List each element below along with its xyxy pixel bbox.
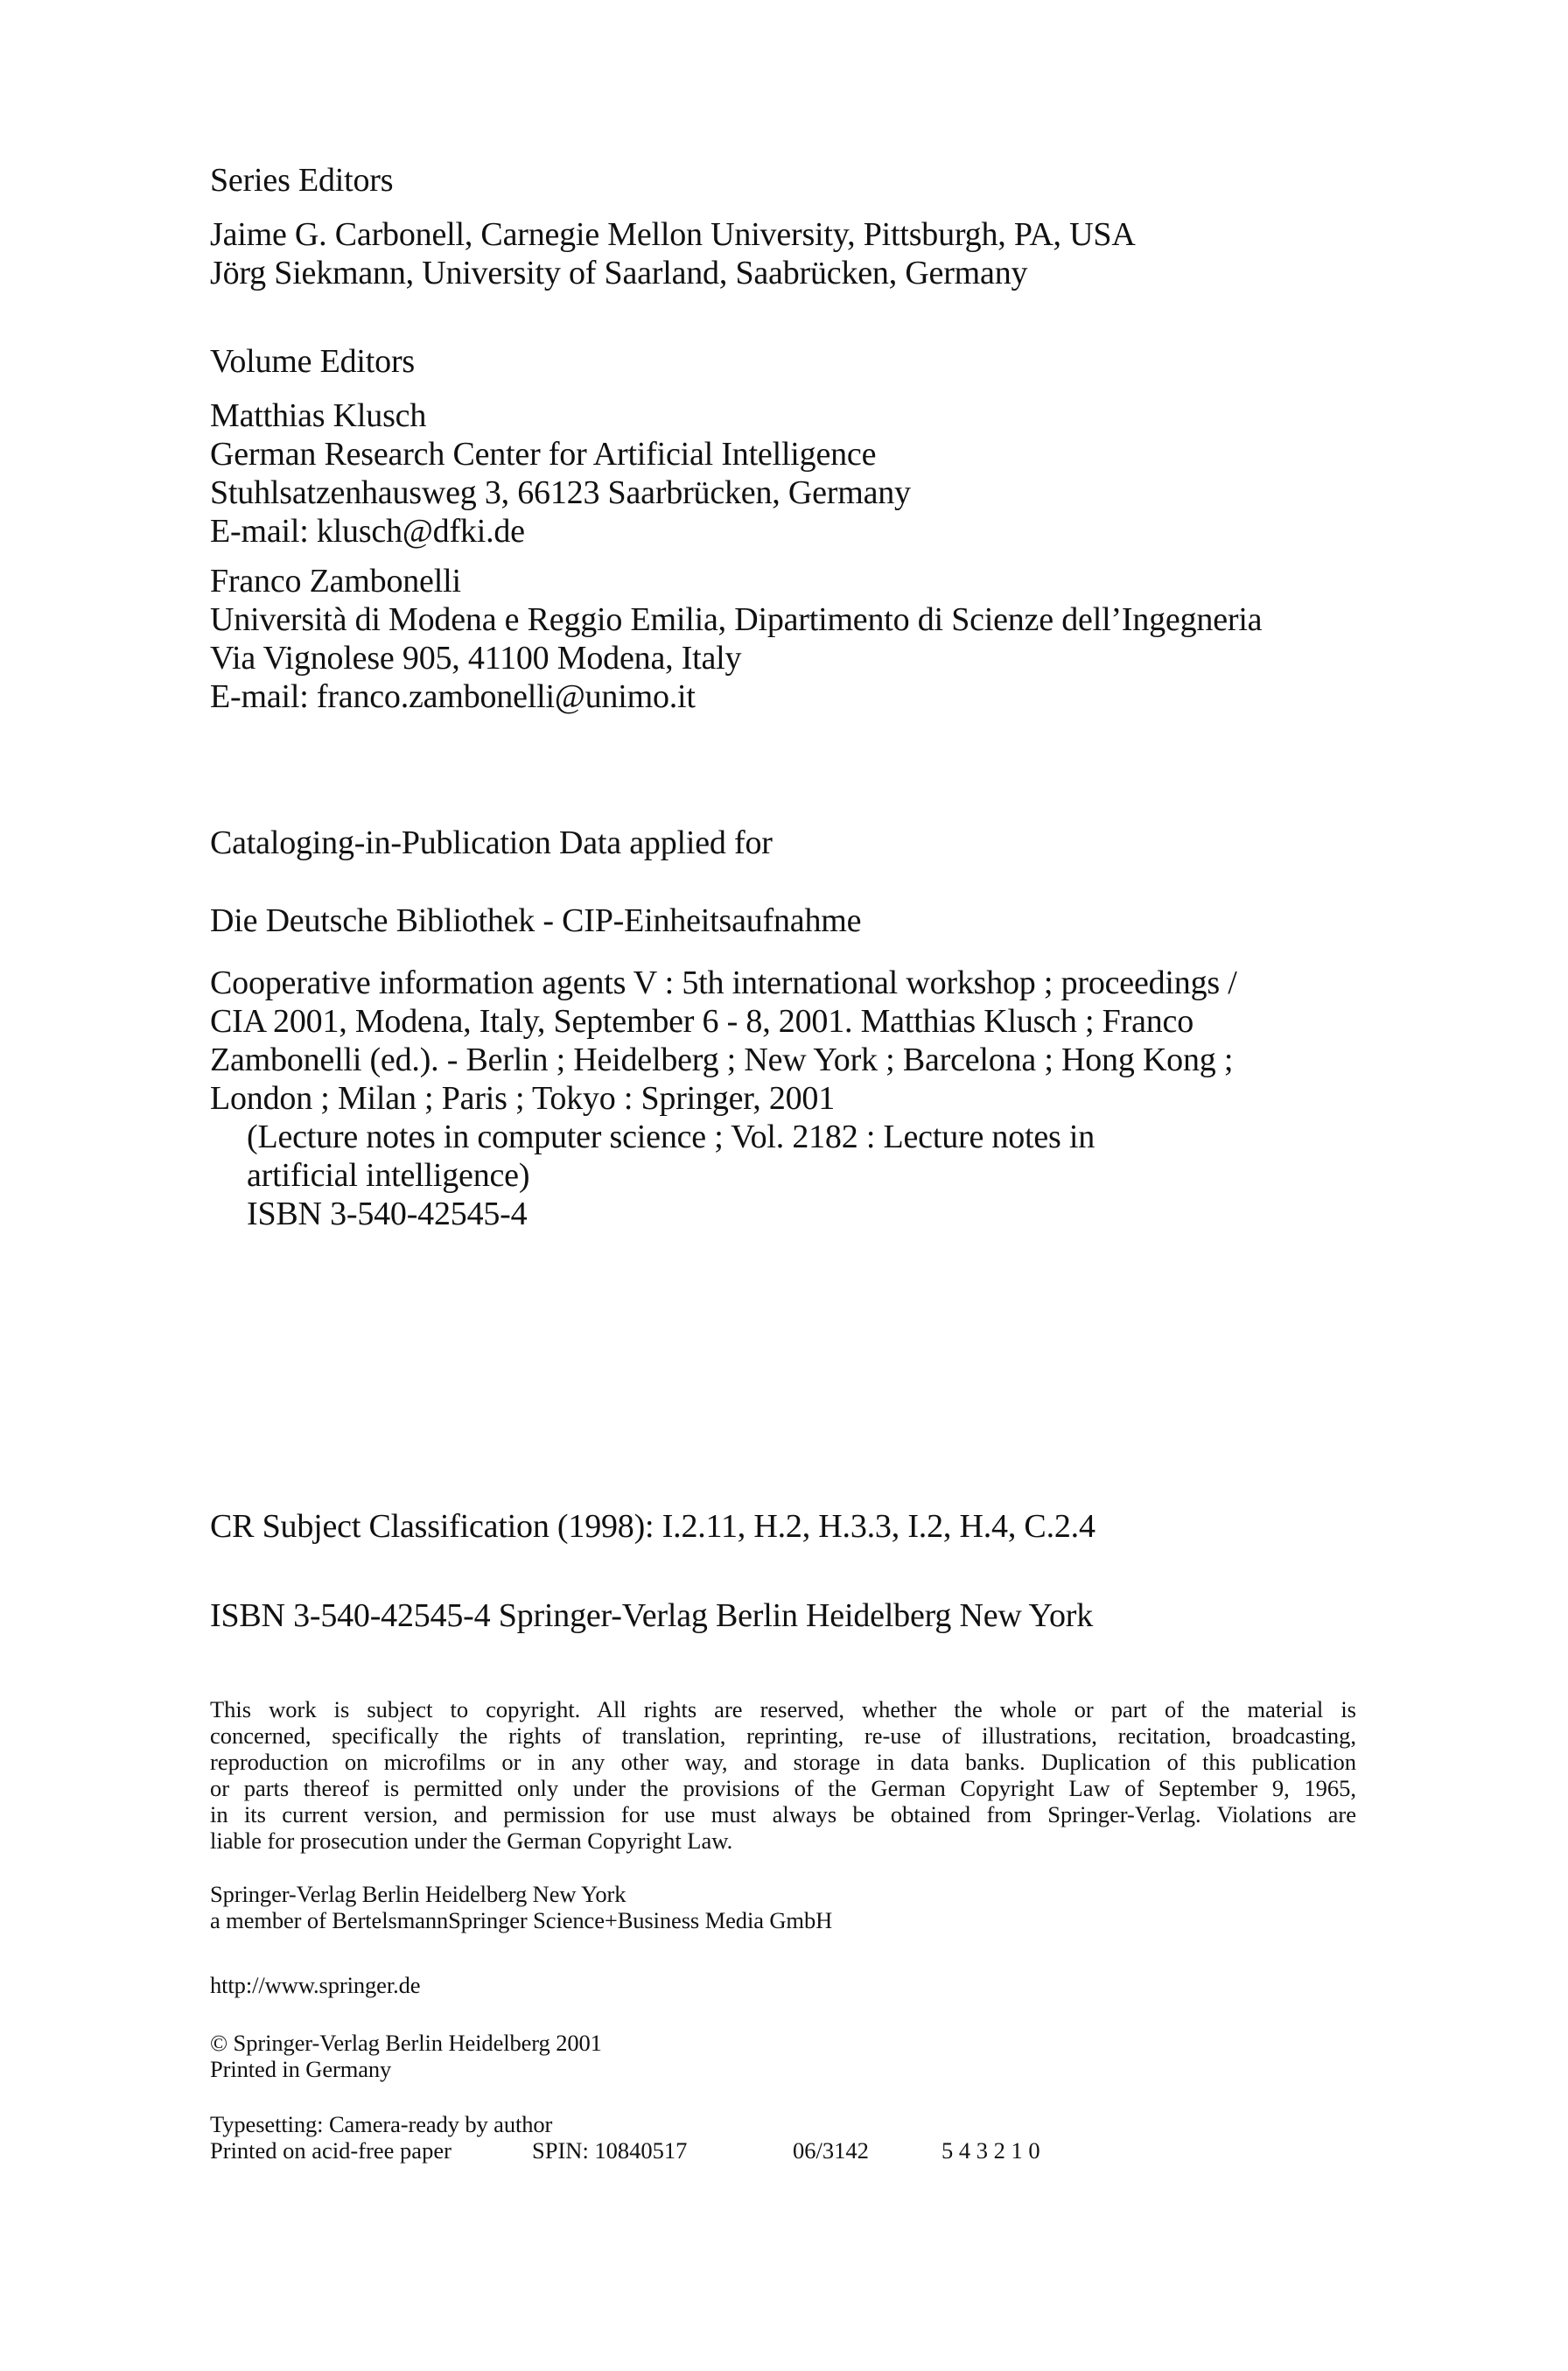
publisher-membership: a member of BertelsmannSpringer Science+Business Media GmbH <box>210 1907 833 1933</box>
copyright-line: © Springer-Verlag Berlin Heidelberg 2001 <box>210 2030 602 2056</box>
notice-line: in its current version, and permission for use must always be obtained from Springer-Verlag. Violations are <box>210 1801 1356 1827</box>
production-code: 06/3142 <box>793 2137 869 2164</box>
cip-entry-line: Cooperative information agents V : 5th international workshop ; proceedings / <box>210 965 1237 1001</box>
notice-line: reproduction on microfilms or in any other way, and storage in data banks. Duplication of this publication <box>210 1749 1356 1775</box>
editor-affiliation: German Research Center for Artificial Intelligence <box>210 436 877 473</box>
cip-applied: Cataloging-in-Publication Data applied for <box>210 824 773 861</box>
cip-series-note: artificial intelligence) <box>247 1157 530 1194</box>
notice-line: concerned, specifically the rights of translation, reprinting, re-use of illustrations, recitation, broadcasting, <box>210 1722 1356 1749</box>
publisher-url[interactable]: http://www.springer.de <box>210 1972 421 1998</box>
copyright-notice <box>210 1696 1356 1854</box>
editor-name: Matthias Klusch <box>210 397 427 434</box>
volume-editors-heading: Volume Editors <box>210 343 415 380</box>
editor-name: Franco Zambonelli <box>210 563 461 600</box>
cip-isbn: ISBN 3-540-42545-4 <box>247 1196 528 1232</box>
notice-line: This work is subject to copyright. All rights are reserved, whether the whole or part of the material is <box>210 1696 1356 1722</box>
series-editors-heading: Series Editors <box>210 162 394 199</box>
printed-in: Printed in Germany <box>210 2056 392 2082</box>
series-editor-line: Jörg Siekmann, University of Saarland, Saabrücken, Germany <box>210 255 1028 291</box>
isbn-line: ISBN 3-540-42545-4 Springer-Verlag Berlin Heidelberg New York <box>210 1597 1094 1634</box>
editor-address: Via Vignolese 905, 41100 Modena, Italy <box>210 640 742 677</box>
cip-entry-line: Zambonelli (ed.). - Berlin ; Heidelberg ; New York ; Barcelona ; Hong Kong ; <box>210 1042 1234 1078</box>
editor-email: E-mail: franco.zambonelli@unimo.it <box>210 678 696 715</box>
printing-line: 5 4 3 2 1 0 <box>942 2137 1040 2164</box>
notice-line: or parts thereof is permitted only under the provisions of the German Copyright Law of September 9, 1965, <box>210 1775 1356 1801</box>
series-editor-line: Jaime G. Carbonell, Carnegie Mellon University, Pittsburgh, PA, USA <box>210 216 1136 253</box>
cr-classification: CR Subject Classification (1998): I.2.11, H.2, H.3.3, I.2, H.4, C.2.4 <box>210 1508 1096 1545</box>
paper-info: Printed on acid-free paper <box>210 2137 452 2164</box>
cip-library: Die Deutsche Bibliothek - CIP-Einheitsaufnahme <box>210 902 862 939</box>
cip-entry-line: CIA 2001, Modena, Italy, September 6 - 8, 2001. Matthias Klusch ; Franco <box>210 1003 1194 1040</box>
editor-email: E-mail: klusch@dfki.de <box>210 513 525 550</box>
publisher-name: Springer-Verlag Berlin Heidelberg New York <box>210 1881 626 1907</box>
editor-affiliation: Università di Modena e Reggio Emilia, Dipartimento di Scienze dell’Ingegneria <box>210 601 1263 638</box>
notice-line: liable for prosecution under the German Copyright Law. <box>210 1827 733 1854</box>
cip-series-note: (Lecture notes in computer science ; Vol. 2182 : Lecture notes in <box>247 1119 1096 1155</box>
spin-number: SPIN: 10840517 <box>532 2137 688 2164</box>
editor-address: Stuhlsatzenhausweg 3, 66123 Saarbrücken, Germany <box>210 474 911 511</box>
typesetting: Typesetting: Camera-ready by author <box>210 2111 553 2137</box>
cip-entry-line: London ; Milan ; Paris ; Tokyo : Springer, 2001 <box>210 1080 836 1117</box>
